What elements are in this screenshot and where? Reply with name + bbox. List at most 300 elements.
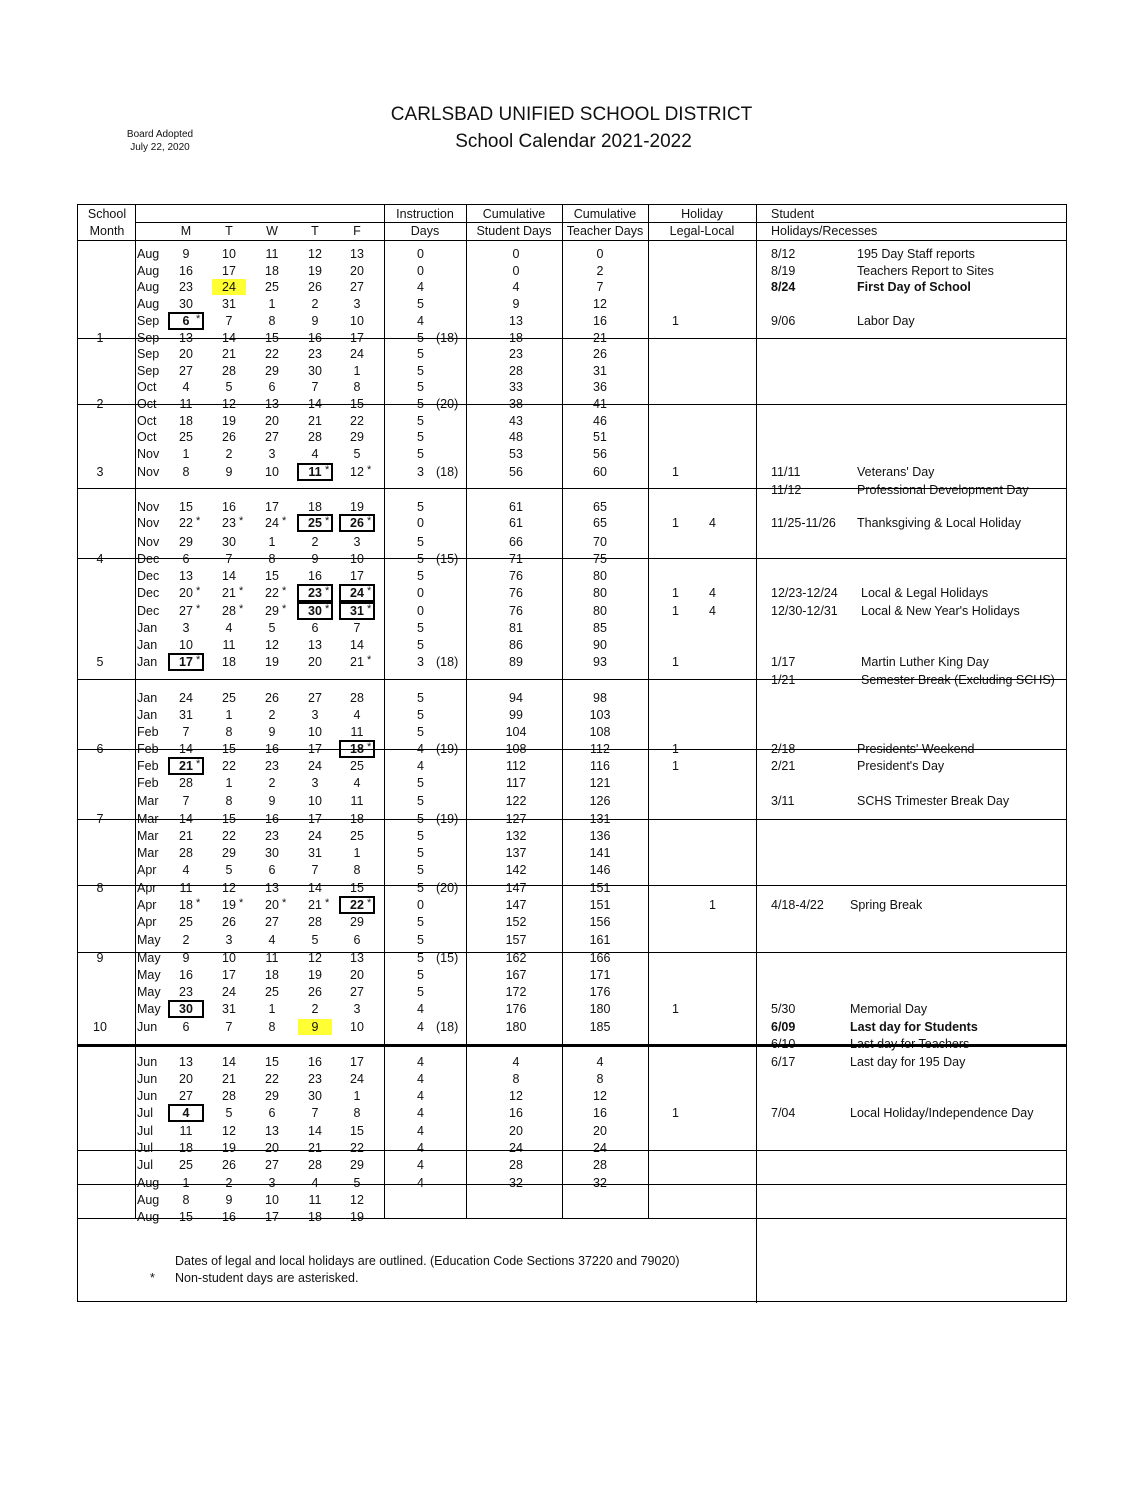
week-month: May xyxy=(137,933,161,947)
event-description: Veterans' Day xyxy=(857,465,935,479)
calendar-table xyxy=(77,204,1067,1302)
day-cell: 10 xyxy=(179,638,193,652)
instruction-days: 4 xyxy=(417,759,424,773)
day-cell: 13 xyxy=(265,881,279,895)
school-month-number: 9 xyxy=(96,951,104,965)
week-month: Nov xyxy=(137,465,160,479)
day-cell: 22 xyxy=(350,414,364,428)
day-cell: 11 xyxy=(179,397,193,411)
instruction-days: 5 xyxy=(417,985,424,999)
day-cell: 25 xyxy=(265,985,279,999)
day-cell: 12 xyxy=(222,397,236,411)
day-cell: 5 xyxy=(353,1176,361,1190)
day-cell: 23 xyxy=(308,347,322,361)
day-cell: 26 xyxy=(265,691,279,705)
instruction-days: 4 xyxy=(417,1089,424,1103)
week-month: Nov xyxy=(137,447,160,461)
instruction-days: 5 xyxy=(417,364,424,378)
instruction-days: 0 xyxy=(417,247,424,261)
day-cell: 8 xyxy=(225,725,233,739)
legal-holiday: 1 xyxy=(672,1106,679,1120)
day-cell: 6 xyxy=(169,313,203,329)
district-title: CARLSBAD UNIFIED SCHOOL DISTRICT xyxy=(390,104,753,125)
cumulative-teacher-days: 103 xyxy=(589,708,611,722)
week-month: Oct xyxy=(137,397,157,411)
day-cell: 8 xyxy=(268,1020,276,1034)
week-month: Feb xyxy=(137,742,159,756)
day-cell: 16 xyxy=(308,1055,322,1069)
event-description: Presidents' Weekend xyxy=(857,742,975,756)
instruction-days: 5 xyxy=(417,933,424,947)
day-cell: 29 xyxy=(265,1089,279,1103)
day-cell: 4 xyxy=(311,1176,319,1190)
cumulative-student-days: 48 xyxy=(509,430,523,444)
day-cell: 2 xyxy=(268,708,276,722)
day-cell: 8 xyxy=(353,380,361,394)
day-cell: 31 xyxy=(179,708,193,722)
week-month: Jun xyxy=(137,1089,158,1103)
day-cell: 21 xyxy=(308,898,322,912)
day-cell: 1 xyxy=(182,1176,190,1190)
day-cell: 26 xyxy=(222,430,236,444)
event-description: Spring Break xyxy=(850,898,923,912)
day-cell: 8 xyxy=(353,863,361,877)
day-cell: 12 xyxy=(265,638,279,652)
cumulative-teacher-days: 151 xyxy=(589,898,611,912)
day-cell: 21 xyxy=(350,655,364,669)
cumulative-student-days: 172 xyxy=(505,985,527,999)
day-cell: 21 xyxy=(308,414,322,428)
cumulative-student-days: 162 xyxy=(505,951,527,965)
cumulative-teacher-days: 46 xyxy=(593,414,607,428)
day-cell: 25 xyxy=(298,515,332,531)
cumulative-teacher-days: 171 xyxy=(589,968,611,982)
week-month: Sep xyxy=(137,364,160,378)
event-description: Last day for Students xyxy=(850,1020,978,1034)
day-cell: 22 xyxy=(179,516,193,530)
day-cell: 1 xyxy=(353,846,361,860)
day-cell: 10 xyxy=(265,1193,279,1207)
local-holiday: 4 xyxy=(709,604,716,618)
event-date: 12/30-12/31 xyxy=(771,604,838,618)
instruction-days: 4 xyxy=(417,1020,424,1034)
cumulative-student-days: 94 xyxy=(509,691,523,705)
day-cell: 29 xyxy=(350,915,364,929)
cumulative-teacher-days: 2 xyxy=(596,264,604,278)
day-cell: 30 xyxy=(308,364,322,378)
cumulative-student-days: 56 xyxy=(509,465,523,479)
cumulative-teacher-days: 31 xyxy=(593,364,607,378)
cumulative-teacher-days: 161 xyxy=(589,933,611,947)
header-cumulative-student: Cumulative xyxy=(482,207,546,221)
day-cell: 24 xyxy=(212,279,246,295)
week-month: Jul xyxy=(137,1141,153,1155)
non-student-asterisk: * xyxy=(367,515,372,527)
day-cell: 17 xyxy=(222,264,236,278)
day-cell: 27 xyxy=(265,915,279,929)
instruction-days: 5 xyxy=(417,430,424,444)
day-cell: 8 xyxy=(182,1193,190,1207)
cumulative-student-days: 61 xyxy=(509,516,523,530)
cumulative-teacher-days: 136 xyxy=(589,829,611,843)
week-month: Feb xyxy=(137,759,159,773)
day-cell: 26 xyxy=(308,985,322,999)
day-cell: 22 xyxy=(265,586,279,600)
legal-holiday: 1 xyxy=(672,516,679,530)
non-student-asterisk: * xyxy=(367,585,372,597)
week-month: Nov xyxy=(137,516,160,530)
non-student-asterisk: * xyxy=(367,741,372,753)
day-cell: 3 xyxy=(268,447,276,461)
day-cell: 11 xyxy=(265,247,279,261)
cumulative-student-days: 61 xyxy=(509,500,523,514)
day-cell: 12 xyxy=(222,1124,236,1138)
week-month: Aug xyxy=(137,297,160,311)
header-day-th: T xyxy=(311,224,319,238)
day-cell: 30 xyxy=(169,1001,203,1017)
day-cell: 23 xyxy=(179,280,193,294)
day-cell: 17 xyxy=(350,331,364,345)
day-cell: 6 xyxy=(268,1106,276,1120)
week-month: Sep xyxy=(137,347,160,361)
instruction-days: 5 xyxy=(417,794,424,808)
cumulative-student-days: 167 xyxy=(505,968,527,982)
header-legal-local: Legal-Local xyxy=(669,224,735,238)
day-cell: 20 xyxy=(179,1072,193,1086)
day-cell: 27 xyxy=(350,280,364,294)
week-month: Aug xyxy=(137,247,160,261)
cumulative-teacher-days: 12 xyxy=(593,297,607,311)
week-month: Jan xyxy=(137,621,158,635)
month-total: (15) xyxy=(436,951,459,965)
event-description: Labor Day xyxy=(857,314,915,328)
day-cell: 13 xyxy=(308,638,322,652)
instruction-days: 0 xyxy=(417,516,424,530)
legal-holiday: 1 xyxy=(672,586,679,600)
day-cell: 17 xyxy=(222,968,236,982)
day-cell: 9 xyxy=(268,725,276,739)
cumulative-student-days: 76 xyxy=(509,569,523,583)
day-cell: 12 xyxy=(308,951,322,965)
month-total: (19) xyxy=(436,812,459,826)
cumulative-student-days: 117 xyxy=(506,776,526,790)
day-cell: 23 xyxy=(298,585,332,601)
instruction-days: 4 xyxy=(417,1106,424,1120)
day-cell: 17 xyxy=(265,1210,279,1224)
day-cell: 19 xyxy=(350,500,364,514)
cumulative-teacher-days: 24 xyxy=(593,1141,607,1155)
week-month: Apr xyxy=(137,881,157,895)
day-cell: 13 xyxy=(350,247,364,261)
day-cell: 7 xyxy=(311,380,319,394)
instruction-days: 4 xyxy=(417,1124,424,1138)
cumulative-student-days: 9 xyxy=(512,297,520,311)
day-cell: 22 xyxy=(340,897,374,913)
cumulative-teacher-days: 12 xyxy=(593,1089,607,1103)
week-month: May xyxy=(137,1002,161,1016)
day-cell: 6 xyxy=(353,933,361,947)
day-cell: 20 xyxy=(350,264,364,278)
day-cell: 9 xyxy=(182,951,190,965)
day-cell: 17 xyxy=(350,1055,364,1069)
event-date: 3/11 xyxy=(771,794,795,808)
event-date: 1/21 xyxy=(771,673,796,687)
cumulative-teacher-days: 121 xyxy=(589,776,611,790)
day-cell: 15 xyxy=(179,1210,193,1224)
instruction-days: 4 xyxy=(417,1002,424,1016)
instruction-days: 5 xyxy=(417,881,424,895)
cumulative-teacher-days: 176 xyxy=(589,985,611,999)
week-month: Dec xyxy=(137,586,160,600)
day-cell: 11 xyxy=(350,794,364,808)
cumulative-student-days: 24 xyxy=(509,1141,523,1155)
week-month: Mar xyxy=(137,812,159,826)
non-student-asterisk: * xyxy=(196,758,201,770)
week-month: Mar xyxy=(137,846,159,860)
instruction-days: 5 xyxy=(417,621,424,635)
day-cell: 23 xyxy=(179,985,193,999)
event-description: Local & Legal Holidays xyxy=(861,586,989,600)
day-cell: 23 xyxy=(265,759,279,773)
non-student-asterisk: * xyxy=(282,897,287,909)
cumulative-student-days: 157 xyxy=(505,933,527,947)
cumulative-student-days: 147 xyxy=(505,881,527,895)
day-cell: 1 xyxy=(225,776,233,790)
day-cell: 1 xyxy=(182,447,190,461)
local-holiday: 4 xyxy=(709,586,716,600)
cumulative-student-days: 4 xyxy=(512,1055,520,1069)
day-cell: 20 xyxy=(179,347,193,361)
board-adopted-label: Board Adopted xyxy=(126,129,194,140)
day-cell: 3 xyxy=(268,1176,276,1190)
day-cell: 5 xyxy=(225,380,233,394)
cumulative-teacher-days: 26 xyxy=(593,347,607,361)
event-date: 11/11 xyxy=(771,465,801,479)
legal-holiday: 1 xyxy=(672,314,679,328)
instruction-days: 5 xyxy=(417,347,424,361)
day-cell: 25 xyxy=(350,829,364,843)
day-cell: 20 xyxy=(265,414,279,428)
instruction-days: 0 xyxy=(417,604,424,618)
instruction-days: 5 xyxy=(417,829,424,843)
day-cell: 16 xyxy=(222,500,236,514)
day-cell: 26 xyxy=(340,515,374,531)
day-cell: 25 xyxy=(179,915,193,929)
cumulative-student-days: 86 xyxy=(509,638,523,652)
cumulative-teacher-days: 70 xyxy=(593,535,607,549)
event-description: Local Holiday/Independence Day xyxy=(850,1106,1034,1120)
cumulative-student-days: 16 xyxy=(509,1106,523,1120)
day-cell: 21 xyxy=(222,1072,236,1086)
non-student-asterisk: * xyxy=(325,515,330,527)
cumulative-student-days: 137 xyxy=(505,846,527,860)
board-adopted-date: July 22, 2020 xyxy=(130,142,190,153)
day-cell: 3 xyxy=(353,535,361,549)
day-cell: 1 xyxy=(268,535,276,549)
day-cell: 5 xyxy=(311,933,319,947)
day-cell: 27 xyxy=(265,1158,279,1172)
header-instruction: Instruction xyxy=(396,207,454,221)
instruction-days: 5 xyxy=(417,708,424,722)
day-cell: 6 xyxy=(182,1020,190,1034)
day-cell: 4 xyxy=(268,933,276,947)
event-description: First Day of School xyxy=(857,280,971,294)
header-student: Student xyxy=(771,207,815,221)
day-cell: 23 xyxy=(308,1072,322,1086)
week-month: Jul xyxy=(137,1106,153,1120)
day-cell: 9 xyxy=(225,465,233,479)
event-description: 195 Day Staff reports xyxy=(857,247,975,261)
day-cell: 17 xyxy=(308,742,322,756)
cumulative-teacher-days: 98 xyxy=(593,691,607,705)
day-cell: 4 xyxy=(182,380,190,394)
day-cell: 9 xyxy=(311,552,319,566)
day-cell: 12 xyxy=(350,1193,364,1207)
month-total: (19) xyxy=(436,742,459,756)
non-student-asterisk: * xyxy=(196,313,201,325)
week-month: Jan xyxy=(137,708,158,722)
day-cell: 16 xyxy=(308,331,322,345)
day-cell: 10 xyxy=(350,552,364,566)
non-student-asterisk: * xyxy=(282,515,287,527)
event-date: 8/24 xyxy=(771,280,796,294)
day-cell: 16 xyxy=(265,742,279,756)
day-cell: 18 xyxy=(179,414,193,428)
week-month: Dec xyxy=(137,604,160,618)
cumulative-teacher-days: 156 xyxy=(589,915,611,929)
event-date: 1/17 xyxy=(771,655,796,669)
footnote-asterisk: * xyxy=(150,1271,155,1285)
instruction-days: 5 xyxy=(417,380,424,394)
day-cell: 29 xyxy=(350,1158,364,1172)
day-cell: 4 xyxy=(169,1105,203,1121)
week-month: Sep xyxy=(137,314,160,328)
cumulative-student-days: 32 xyxy=(509,1176,523,1190)
cumulative-student-days: 38 xyxy=(509,397,523,411)
cumulative-teacher-days: 90 xyxy=(593,638,607,652)
cumulative-teacher-days: 80 xyxy=(593,604,607,618)
day-cell: 24 xyxy=(179,691,193,705)
cumulative-teacher-days: 180 xyxy=(589,1002,611,1016)
day-cell: 15 xyxy=(265,1055,279,1069)
cumulative-student-days: 4 xyxy=(512,280,520,294)
week-month: Jan xyxy=(137,691,158,705)
day-cell: 5 xyxy=(353,447,361,461)
cumulative-teacher-days: 80 xyxy=(593,586,607,600)
day-cell: 16 xyxy=(222,1210,236,1224)
day-cell: 9 xyxy=(311,314,319,328)
day-cell: 5 xyxy=(225,1106,233,1120)
day-cell: 20 xyxy=(265,1141,279,1155)
school-month-number: 6 xyxy=(96,742,104,756)
non-student-asterisk: * xyxy=(196,897,201,909)
cumulative-student-days: 0 xyxy=(512,247,520,261)
day-cell: 13 xyxy=(265,397,279,411)
cumulative-student-days: 89 xyxy=(509,655,523,669)
day-cell: 15 xyxy=(350,881,364,895)
day-cell: 4 xyxy=(311,447,319,461)
week-month: Jul xyxy=(137,1124,153,1138)
event-date: 6/17 xyxy=(771,1055,796,1069)
week-month: Apr xyxy=(137,863,157,877)
non-student-asterisk: * xyxy=(325,603,330,615)
day-cell: 6 xyxy=(182,552,190,566)
cumulative-student-days: 76 xyxy=(509,604,523,618)
event-description: SCHS Trimester Break Day xyxy=(857,794,1010,808)
day-cell: 10 xyxy=(308,725,322,739)
day-cell: 15 xyxy=(265,569,279,583)
day-cell: 19 xyxy=(350,1210,364,1224)
day-cell: 19 xyxy=(222,1141,236,1155)
cumulative-teacher-days: 85 xyxy=(593,621,607,635)
event-date: 2/18 xyxy=(771,742,796,756)
non-student-asterisk: * xyxy=(196,654,201,666)
event-date: 6/09 xyxy=(771,1020,796,1034)
header-day-w: W xyxy=(266,224,278,238)
event-date: 4/18-4/22 xyxy=(771,898,824,912)
legal-holiday: 1 xyxy=(672,1002,679,1016)
day-cell: 25 xyxy=(222,691,236,705)
instruction-days: 4 xyxy=(417,1158,424,1172)
day-cell: 11 xyxy=(350,725,364,739)
day-cell: 7 xyxy=(225,314,233,328)
day-cell: 18 xyxy=(265,264,279,278)
instruction-days: 5 xyxy=(417,691,424,705)
event-description: Local & New Year's Holidays xyxy=(861,604,1020,618)
instruction-days: 5 xyxy=(417,968,424,982)
day-cell: 14 xyxy=(222,331,236,345)
event-date: 5/30 xyxy=(771,1002,796,1016)
non-student-asterisk: * xyxy=(239,515,244,527)
week-month: Mar xyxy=(137,794,159,808)
day-cell: 7 xyxy=(353,621,361,635)
header-day-f: F xyxy=(353,224,361,238)
week-month: Sep xyxy=(137,331,160,345)
day-cell: 2 xyxy=(182,933,190,947)
local-holiday: 1 xyxy=(709,898,716,912)
day-cell: 11 xyxy=(308,1193,322,1207)
instruction-days: 5 xyxy=(417,951,424,965)
cumulative-student-days: 13 xyxy=(509,314,523,328)
event-description: Last day for Teachers xyxy=(850,1037,970,1051)
day-cell: 5 xyxy=(268,621,276,635)
day-cell: 24 xyxy=(340,585,374,601)
day-cell: 17 xyxy=(169,654,203,670)
day-cell: 21 xyxy=(179,829,193,843)
day-cell: 5 xyxy=(225,863,233,877)
cumulative-teacher-days: 21 xyxy=(593,331,607,345)
week-month: Jul xyxy=(137,1158,153,1172)
day-cell: 11 xyxy=(179,881,193,895)
cumulative-teacher-days: 80 xyxy=(593,569,607,583)
cumulative-student-days: 99 xyxy=(509,708,523,722)
header-day-m: M xyxy=(180,224,192,238)
day-cell: 20 xyxy=(350,968,364,982)
instruction-days: 5 xyxy=(417,812,424,826)
school-month-number: 5 xyxy=(96,655,104,669)
week-month: May xyxy=(137,985,161,999)
header-instruction-days: Days xyxy=(410,224,440,238)
week-month: Aug xyxy=(137,1210,160,1224)
day-cell: 22 xyxy=(265,347,279,361)
day-cell: 6 xyxy=(268,380,276,394)
local-holiday: 4 xyxy=(709,516,716,530)
header-holidays-recesses: Holidays/Recesses xyxy=(771,224,878,238)
cumulative-teacher-days: 131 xyxy=(589,812,611,826)
day-cell: 16 xyxy=(265,812,279,826)
cumulative-student-days: 28 xyxy=(509,1158,523,1172)
non-student-asterisk: * xyxy=(196,603,201,615)
